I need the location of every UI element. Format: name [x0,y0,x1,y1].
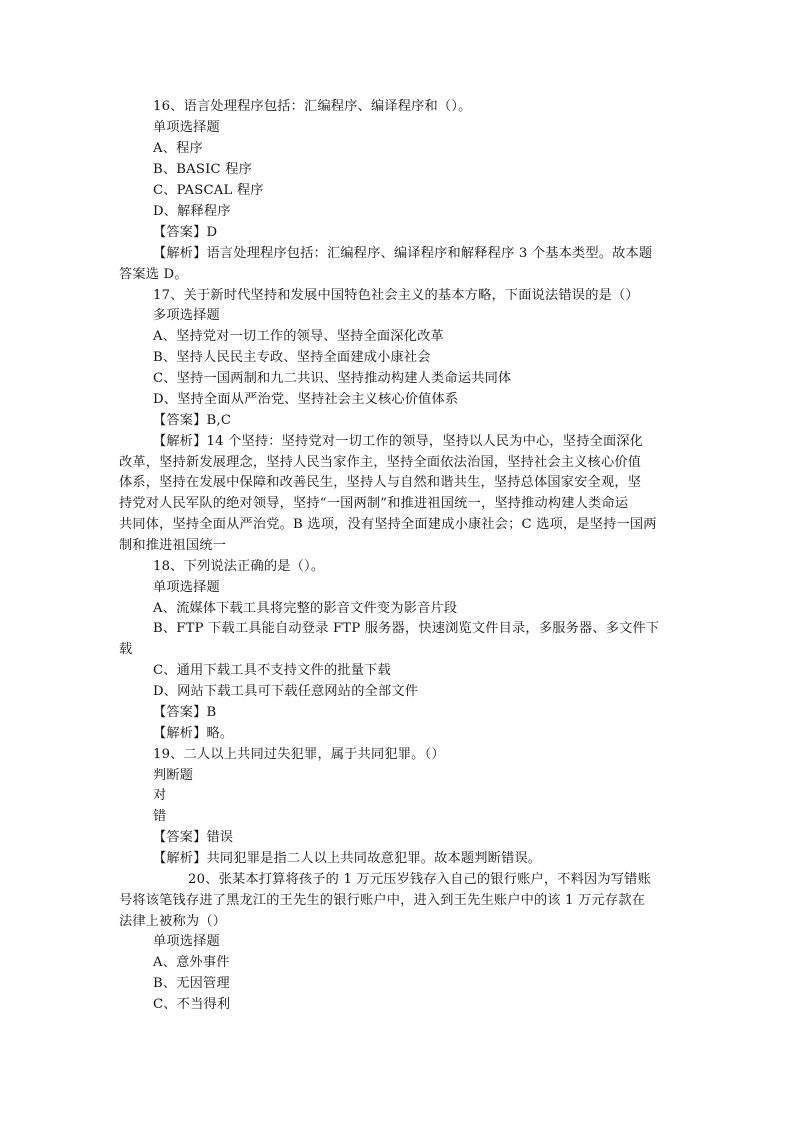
q17-option-a: A、坚持党对一切工作的领导、坚持全面深化改革 [153,329,444,344]
q17-title: 17、关于新时代坚持和发展中国特色社会主义的基本方略，下面说法错误的是（） [153,288,639,303]
q20-title-line: 法律上被称为（） [119,914,227,929]
q18-option-b: B、FTP 下载工具能自动登录 FTP 服务器，快速浏览文件目录，多服务器、多文件下 [153,621,660,636]
q17-explanation-line: 持党对人民军队的绝对领导，坚持“一国两制”和推进祖国统一，坚持推动构建人类命运 [119,496,629,511]
q16-option-b: B、BASIC 程序 [153,162,252,177]
q18-option-d: D、网站下载工具可下载任意网站的全部文件 [153,684,419,699]
q17-answer: 【答案】B,C [153,413,232,428]
q17-option-b: B、坚持人民民主专政、坚持全面建成小康社会 [153,350,431,365]
q19-explanation-line: 【解析】共同犯罪是指二人以上共同故意犯罪。故本题判断错误。 [153,851,542,866]
q17-explanation-line: 改革，坚持新发展理念，坚持人民当家作主，坚持全面依法治国，坚持社会主义核心价值 [119,455,642,470]
q19-type: 判断题 [153,768,194,783]
q18-type: 单项选择题 [153,580,220,595]
q16-explanation-line: 【解析】语言处理程序包括：汇编程序、编译程序和解释程序 3 个基本类型。故本题 [153,246,653,261]
q20-title-line: 号将该笔钱存进了黑龙江的王先生的银行账户中，进入到王先生账户中的该 1 万元存款在 [119,893,646,908]
q18-explanation-line: 【解析】略。 [153,726,234,741]
q19-option-false: 错 [153,809,167,824]
q17-explanation-line: 【解析】14 个坚持：坚持党对一切工作的领导，坚持以人民为中心，坚持全面深化 [153,434,644,449]
q19-answer: 【答案】错误 [153,830,234,845]
q17-explanation-line: 体系，坚持在发展中保障和改善民生，坚持人与自然和谐共生，坚持总体国家安全观，坚 [119,475,642,490]
q18-title: 18、下列说法正确的是（）。 [153,559,325,574]
q20-title-line: 20、张某本打算将孩子的 1 万元压岁钱存入自己的银行账户，不料因为写错账 [188,872,651,887]
q20-option-a: A、意外事件 [153,955,230,970]
q19-title: 19、二人以上共同过失犯罪，属于共同犯罪。（） [153,747,445,762]
q17-option-c: C、坚持一国两制和九二共识、坚持推动构建人类命运共同体 [153,371,512,386]
q16-explanation-line: 答案选 D。 [119,267,188,282]
q17-type: 多项选择题 [153,308,220,323]
q16-option-c: C、PASCAL 程序 [153,183,264,198]
q20-option-c: C、不当得利 [153,997,231,1012]
q18-option-c: C、通用下载工具不支持文件的批量下载 [153,663,391,678]
q18-option-b-continued: 载 [119,642,133,657]
q17-explanation-line: 共同体，坚持全面从严治党。B 选项，没有坚持全面建成小康社会；C 选项，是坚持一国两 [119,517,657,532]
q17-option-d: D、坚持全面从严治党、坚持社会主义核心价值体系 [153,392,459,407]
q16-type: 单项选择题 [153,120,220,135]
q16-answer: 【答案】D [153,225,218,240]
q16-option-d: D、解释程序 [153,204,231,219]
q20-option-b: B、无因管理 [153,976,230,991]
q18-answer: 【答案】B [153,705,217,720]
q20-type: 单项选择题 [153,934,220,949]
q16-option-a: A、程序 [153,141,203,156]
q17-explanation-line: 制和推进祖国统一 [119,538,227,553]
q19-option-true: 对 [153,788,167,803]
q16-title: 16、语言处理程序包括：汇编程序、编译程序和（）。 [153,99,472,114]
q18-option-a: A、流媒体下载工具将完整的影音文件变为影音片段 [153,601,458,616]
